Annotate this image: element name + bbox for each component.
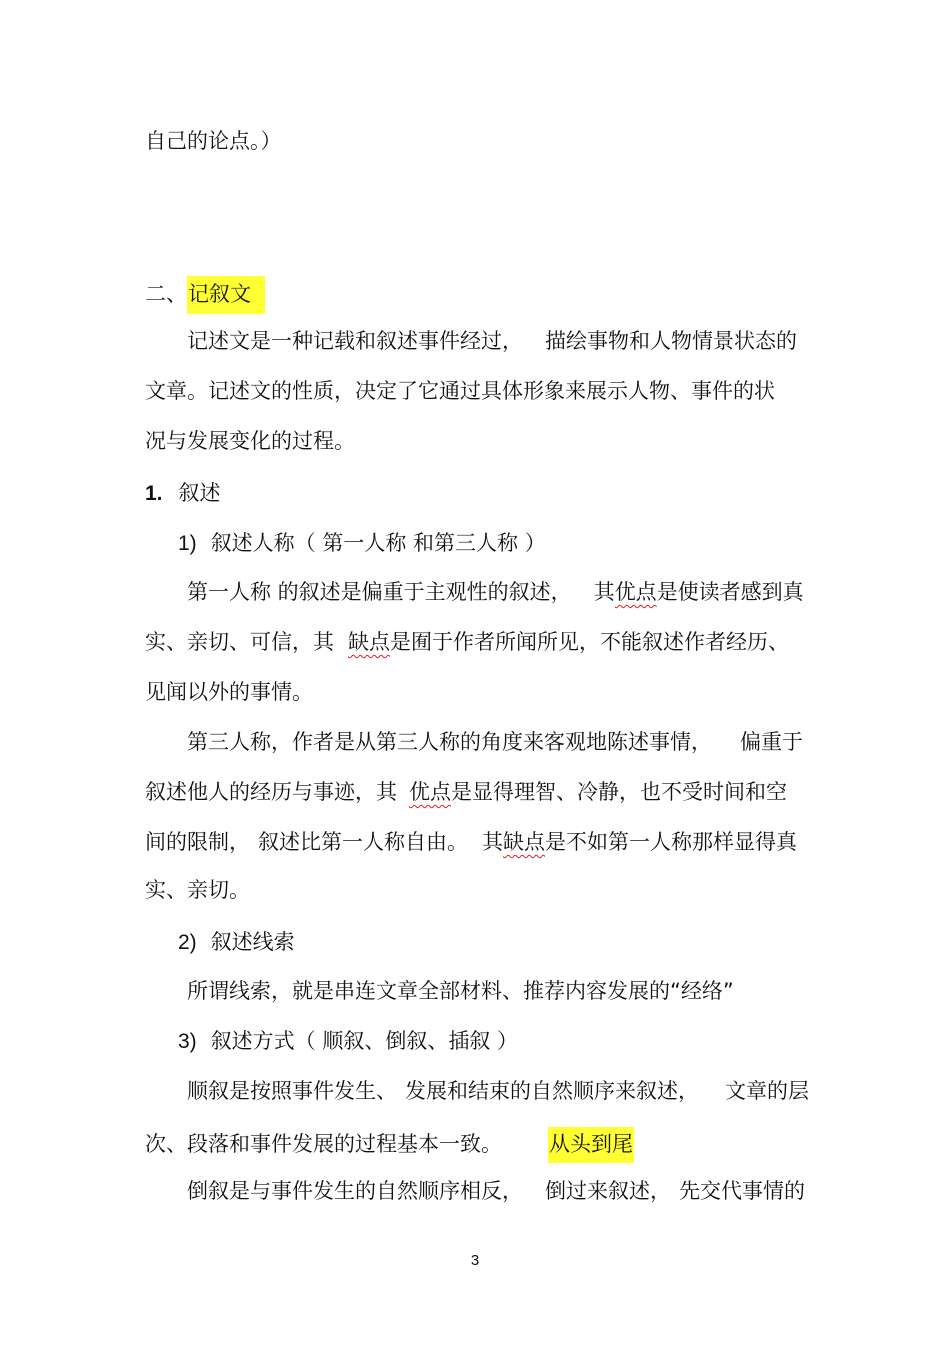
text-span: 是囿于作者所闻所见，不能叙述作者经历、 <box>390 630 789 654</box>
paragraph-line <box>145 628 789 656</box>
text-span: 第一人称 的叙述是偏重于主观性的叙述， <box>187 580 572 604</box>
list-item-label: 叙述人称（ 第一人称 和第三人称 ） <box>210 531 546 555</box>
paragraph-line <box>145 778 787 806</box>
highlighted-text: 从头到尾 <box>548 1127 634 1163</box>
list-item-heading <box>178 529 546 558</box>
paragraph-line <box>187 1077 809 1105</box>
paragraph-line <box>145 377 775 405</box>
text-span: 文章。记述文的性质，决定了它通过具体形象来展示人物、事件的状 <box>145 379 775 403</box>
text-span: 顺叙是按照事件发生、 <box>187 1079 397 1103</box>
text-span: 第三人称，作者是从第三人称的角度来客观地陈述事情， <box>187 730 712 754</box>
text-span: 偏重于 <box>740 730 803 754</box>
text-span: 描绘事物和人物情景状态的 <box>545 329 797 353</box>
text-span: 见闻以外的事情。 <box>145 680 313 704</box>
text-span: 倒叙是与事件发生的自然顺序相反， <box>187 1179 523 1203</box>
spellcheck-word: 缺点 <box>503 830 545 854</box>
paragraph-line <box>187 728 803 756</box>
text-span: 是使读者感到真 <box>656 580 804 604</box>
text-span: 倒过来叙述， <box>545 1179 671 1203</box>
paragraph-line <box>187 1177 805 1205</box>
heading-prefix: 二、 <box>145 282 187 306</box>
list-number: 3) <box>178 1030 197 1053</box>
spellcheck-word: 优点 <box>614 580 657 604</box>
spellcheck-word: 优点 <box>409 780 451 804</box>
highlighted-heading-title: 记叙文 <box>187 276 265 314</box>
subsection-label: 叙述 <box>178 481 221 505</box>
list-item-heading <box>178 1027 518 1056</box>
paragraph-line <box>145 678 313 706</box>
text-span: 况与发展变化的过程。 <box>145 429 355 453</box>
list-item-label: 叙述方式（ 顺叙、倒叙、插叙 ） <box>210 1029 519 1053</box>
text-span: 记述文是一种记载和叙述事件经过， <box>187 329 523 353</box>
paragraph-line <box>145 828 797 856</box>
text-span: 叙述他人的经历与事迹，其 <box>145 780 397 804</box>
text-span: 其 <box>593 580 615 604</box>
text-span: 是不如第一人称那样显得真 <box>545 830 797 854</box>
text-span: 文章的层 <box>725 1079 809 1103</box>
text-span: 发展和结束的自然顺序来叙述， <box>405 1079 699 1103</box>
list-item-heading <box>178 928 295 957</box>
text-span: 自己的论点。） <box>145 129 282 153</box>
section-heading <box>145 276 265 314</box>
text-span: 是显得理智、冷静，也不受时间和空 <box>451 780 787 804</box>
text-span: 实、亲切、可信，其 <box>145 630 334 654</box>
text-span: 实、亲切。 <box>145 878 250 902</box>
list-number: 1) <box>178 532 197 555</box>
paragraph-line <box>145 427 355 455</box>
text-span: 先交代事情的 <box>679 1179 805 1203</box>
text-span: 其 <box>482 830 503 854</box>
list-number: 1. <box>145 482 163 505</box>
paragraph-line <box>145 876 250 904</box>
subsection-heading <box>145 479 221 508</box>
paragraph-line <box>187 977 734 1005</box>
paragraph-line <box>187 578 804 606</box>
text-span: 叙述比第一人称自由。 <box>258 830 468 854</box>
paragraph-line <box>145 127 282 155</box>
spellcheck-word: 缺点 <box>348 630 390 654</box>
list-number: 2) <box>178 931 197 954</box>
list-item-label: 叙述线索 <box>210 930 295 954</box>
text-span: 所谓线索，就是串连文章全部材料、推荐内容发展的“经络” <box>187 979 734 1003</box>
paragraph-line <box>145 1127 634 1163</box>
text-span: 间的限制， <box>145 830 250 854</box>
paragraph-line <box>187 327 797 355</box>
page-number: 3 <box>470 1252 480 1269</box>
text-span: 次、段落和事件发展的过程基本一致。 <box>145 1132 502 1156</box>
